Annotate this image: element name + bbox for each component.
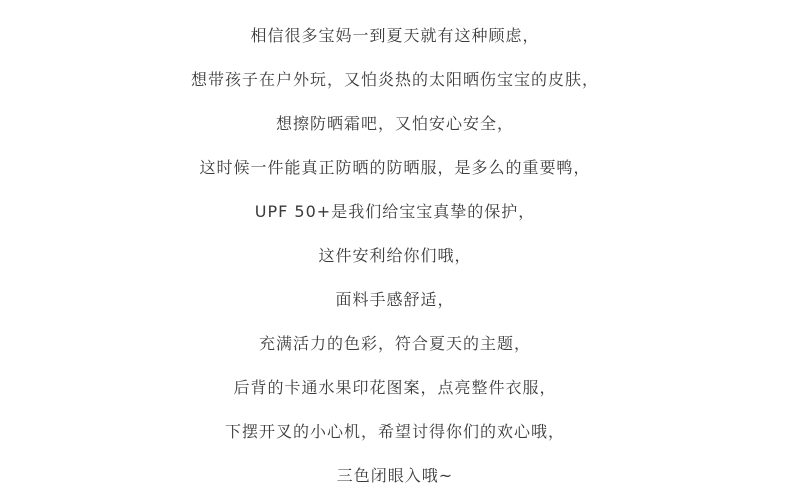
text-line-9: 后背的卡通水果印花图案，点亮整件衣服， [233, 378, 557, 397]
text-line-7: 面料手感舒适， [335, 290, 455, 309]
text-line-4: 这时候一件能真正防晒的防晒服，是多么的重要鸭， [199, 158, 591, 177]
text-line-10: 下摆开叉的小心机，希望讨得你们的欢心哦， [224, 422, 565, 441]
text-line-3: 想擦防晒霜吧，又怕安心安全， [275, 114, 514, 133]
description-text-block [0, 14, 790, 498]
text-line-1: 相信很多宝妈一到夏天就有这种顾虑， [250, 26, 540, 45]
text-line-2: 想带孩子在户外玩，又怕炎热的太阳晒伤宝宝的皮肤， [190, 70, 599, 89]
text-line-6: 这件安利给你们哦， [318, 246, 472, 265]
text-line-5: UPF 50+是我们给宝宝真挚的保护， [254, 202, 536, 221]
text-line-8: 充满活力的色彩，符合夏天的主题， [258, 334, 531, 353]
text-line-11: 三色闭眼入哦~ [336, 466, 454, 485]
